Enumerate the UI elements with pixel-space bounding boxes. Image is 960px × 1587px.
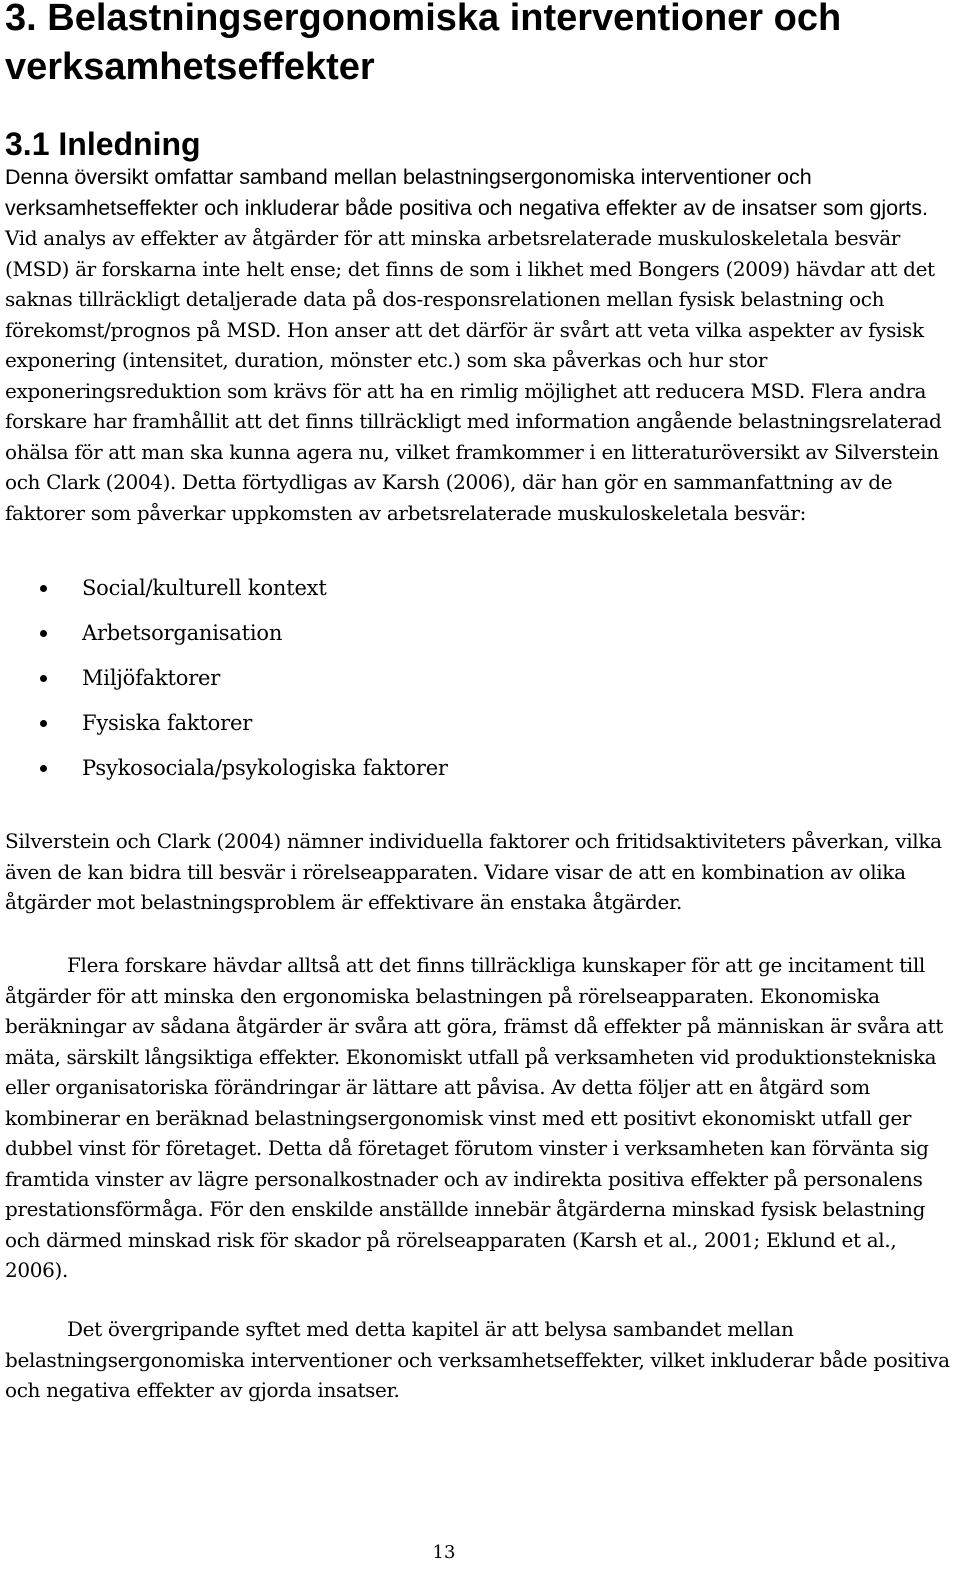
bullet-icon [40, 675, 47, 682]
bullet-icon [40, 585, 47, 592]
intro-serif-text: Vid analys av effekter av åtgärder för att minska arbetsrelaterade muskuloskeletala besvär (MSD) är forskarna inte helt ense; det finns de som i likhet med Bongers (2009) hävdar att det saknas tillräckligt detaljerade data på dos-responsrelationen mellan fysisk belastning och förekomst/prognos på MSD. Hon anser att det därför är svårt att veta vilka aspekter av fysisk exponering (intensitet, duration, mönster etc.) som ska påverkas och hur stor exponeringsreduktion som krävs för att ha en rimlig möjlighet att reducera MSD. Flera andra forskare har framhållit att det finns tillräckligt med information angående belastningsrelaterad ohälsa för att man ska kunna agera nu, vilket framkommer i en litteraturöversikt av Silverstein och Clark (2004). Detta förtydligas av Karsh (2006), där han gör en sammanfattning av de faktorer som påverkar uppkomsten av arbetsrelaterade muskuloskeletala besvär: [5, 226, 942, 525]
paragraph-economics-text: Flera forskare hävdar alltså att det finns tillräckliga kunskaper för att ge incitament till åtgärder för att minska den ergonomiska belastningen på rörelseapparaten. Ekonomiska beräkningar av sådana åtgärder är svåra att göra, främst då effekter på människan är svåra att mäta, särskilt långsiktiga effekter. Ekonomiskt utfall på verksamheten vid produktionstekniska eller organisatoriska förändringar är lättare att påvisa. Av detta följer att en åtgärd som kombinerar en beräknad belastningsergonomisk vinst med ett positivt ekonomiskt utfall ger dubbel vinst för företaget. Detta då företaget förutom vinster i verksamheten kan förvänta sig framtida vinster av lägre personalkostnader och av indirekta positiva effekter på personalens prestationsförmåga. För den enskilde anställde innebär åtgärderna minskad fysisk belastning och därmed minskad risk för skador på rörelseapparaten (Karsh et al., 2001; Eklund et al., 2006). [5, 953, 943, 1282]
factor-list-item [0, 571, 700, 616]
section-title: 3.1 Inledning [5, 126, 201, 162]
factor-label: Miljöfaktorer [82, 666, 221, 690]
page-number: 13 [432, 1542, 456, 1563]
paragraph-silverstein: Silverstein och Clark (2004) nämner individuella faktorer och fritidsaktiviteters påverkan, vilka även de kan bidra till besvär i rörelseapparaten. Vidare visar de att en kombination av olika åtgärder mot belastningsproblem är effektivare än enstaka åtgärder. [5, 829, 942, 914]
paragraph-purpose-text: Det övergripande syftet med detta kapitel är att belysa sambandet mellan belastningsergonomiska interventioner och verksamhetseffekter, vilket inkluderar både positiva och negativa effekter av gjorda insatser. [5, 1317, 950, 1402]
factor-list-item [0, 616, 700, 661]
factor-list [0, 571, 700, 796]
factor-list-item [0, 661, 700, 706]
bullet-icon [40, 765, 47, 772]
bullet-icon [40, 720, 47, 727]
factor-label: Social/kulturell kontext [82, 576, 327, 600]
intro-paragraph [5, 162, 950, 528]
factor-label: Psykosociala/psykologiska faktorer [82, 756, 448, 780]
chapter-title: 3. Belastningsergonomiska interventioner och verksamhetseffekter [5, 0, 842, 88]
paragraph-economics [5, 950, 950, 1286]
bullet-icon [40, 630, 47, 637]
factor-list-item [0, 706, 700, 751]
factor-label: Fysiska faktorer [82, 711, 253, 735]
factor-list-item [0, 751, 700, 796]
factor-label: Arbetsorganisation [82, 621, 283, 645]
paragraph-purpose [5, 1314, 950, 1406]
intro-sans-text: Denna översikt omfattar samband mellan belastningsergonomiska interventioner och verksamhetseffekter och inkluderar både positiva och negativa effekter av de insatser som gjorts. [5, 165, 928, 220]
